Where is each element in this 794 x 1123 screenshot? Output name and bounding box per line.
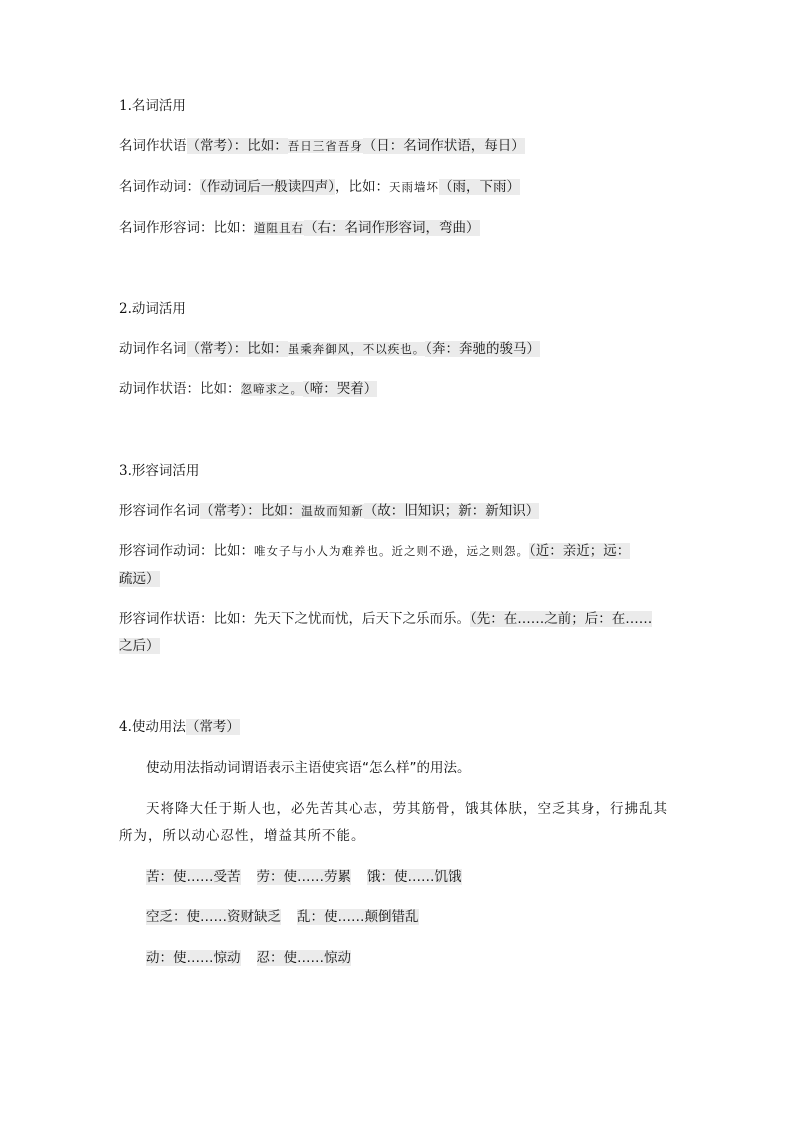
explanation-note: 疏远） xyxy=(119,571,160,587)
rule-label: 名词作动词： xyxy=(119,179,200,195)
adjective-as-noun-line xyxy=(119,501,539,521)
gloss-group-3 xyxy=(146,948,351,968)
explanation-note: （啼：哭着） xyxy=(303,381,378,397)
adjective-as-verb-line-continued xyxy=(119,569,160,589)
noun-as-verb-line xyxy=(119,177,520,197)
explanation-note: （右：名词作形容词，弯曲） xyxy=(304,220,480,236)
section-1-heading: 1.名词活用 xyxy=(119,98,186,114)
rule-label: 名词作形容词：比如： xyxy=(119,220,254,236)
rule-label: 形容词作状语：比如： xyxy=(119,611,254,627)
frequent-tag: （常考） xyxy=(200,503,248,519)
frequent-tag: （常考） xyxy=(185,719,240,735)
classical-example: 忽啼求之。 xyxy=(240,382,303,396)
explanation-note: （先：在……之前；后：在…… xyxy=(470,611,653,627)
classical-example: 虽乘奔御风，不以疾也。 xyxy=(287,342,426,356)
rule-label: 名词作状语 xyxy=(119,138,187,154)
example-intro: ，比如： xyxy=(335,179,389,195)
classical-passage: 天将降大任于斯人也，必先苦其心志，劳其筋骨，饿其体肤，空乏其身，行拂乱其所为，所以动心忍性，增益其所不能。 xyxy=(119,801,668,844)
example-intro: ：比如： xyxy=(233,341,288,357)
explanation-note: （雨，下雨） xyxy=(439,179,520,195)
gloss-item: 空乏：使……资财缺乏 xyxy=(146,909,281,925)
rule-label: 形容词作名词 xyxy=(119,503,200,519)
gloss-item: 劳：使……劳累 xyxy=(256,869,351,885)
gloss-item: 苦：使……受苦 xyxy=(146,869,241,885)
gloss-item: 忍：使……惊动 xyxy=(256,950,351,966)
explanation-note: （日：名词作状语，每日） xyxy=(362,138,525,154)
classical-example: 道阻且右 xyxy=(254,221,304,235)
rule-label: 形容词作动词：比如： xyxy=(119,543,254,559)
rule-label: 动词作名词 xyxy=(119,341,187,357)
explanation-note: （近：亲近；远： xyxy=(529,543,631,559)
adjective-as-adverb-line-continued xyxy=(119,636,160,656)
adjective-as-verb-line xyxy=(119,541,630,561)
frequent-tag: （常考） xyxy=(186,138,234,154)
causative-definition: 使动用法指动词谓语表示主语使宾语“怎么样”的用法。 xyxy=(146,760,471,776)
frequent-tag: （常考） xyxy=(186,341,234,357)
section-4-heading xyxy=(119,717,240,737)
example-intro: ：比如： xyxy=(233,138,288,154)
verb-as-noun-line xyxy=(119,339,540,359)
classical-example: 吾日三省吾身 xyxy=(287,139,363,153)
section-2-heading: 2.动词活用 xyxy=(119,301,186,317)
classical-example: 唯女子与小人为难养也。近之则不逊，远之则怨。 xyxy=(254,544,529,558)
gloss-item: 饿：使……饥饿 xyxy=(367,869,462,885)
example-intro: ：比如： xyxy=(247,503,302,519)
explanation-note: 之后） xyxy=(119,638,160,654)
noun-as-adjective-line xyxy=(119,218,480,238)
gloss-group-1 xyxy=(146,867,462,887)
verb-as-adverb-line xyxy=(119,379,377,399)
classical-example: 温故而知新 xyxy=(301,504,364,518)
adjective-as-adverb-line xyxy=(119,609,652,629)
gloss-item: 动：使……惊动 xyxy=(146,950,241,966)
section-title: 4.使动用法 xyxy=(119,719,186,735)
rule-label: 动词作状语：比如： xyxy=(119,381,241,397)
classical-example: 天雨墙坏 xyxy=(389,180,439,194)
section-3-heading: 3.形容词活用 xyxy=(119,463,200,479)
classical-example: 先天下之忧而忧，后天下之乐而乐。 xyxy=(254,611,470,627)
gloss-item: 乱：使……颠倒错乱 xyxy=(297,909,419,925)
explanation-note: （奔：奔驰的骏马） xyxy=(425,341,540,357)
gloss-group-2 xyxy=(146,907,419,927)
noun-as-adverb-line xyxy=(119,136,525,156)
explanation-note: （故：旧知识；新：新知识） xyxy=(363,503,540,519)
pronunciation-note: （作动词后一般读四声） xyxy=(200,179,335,195)
